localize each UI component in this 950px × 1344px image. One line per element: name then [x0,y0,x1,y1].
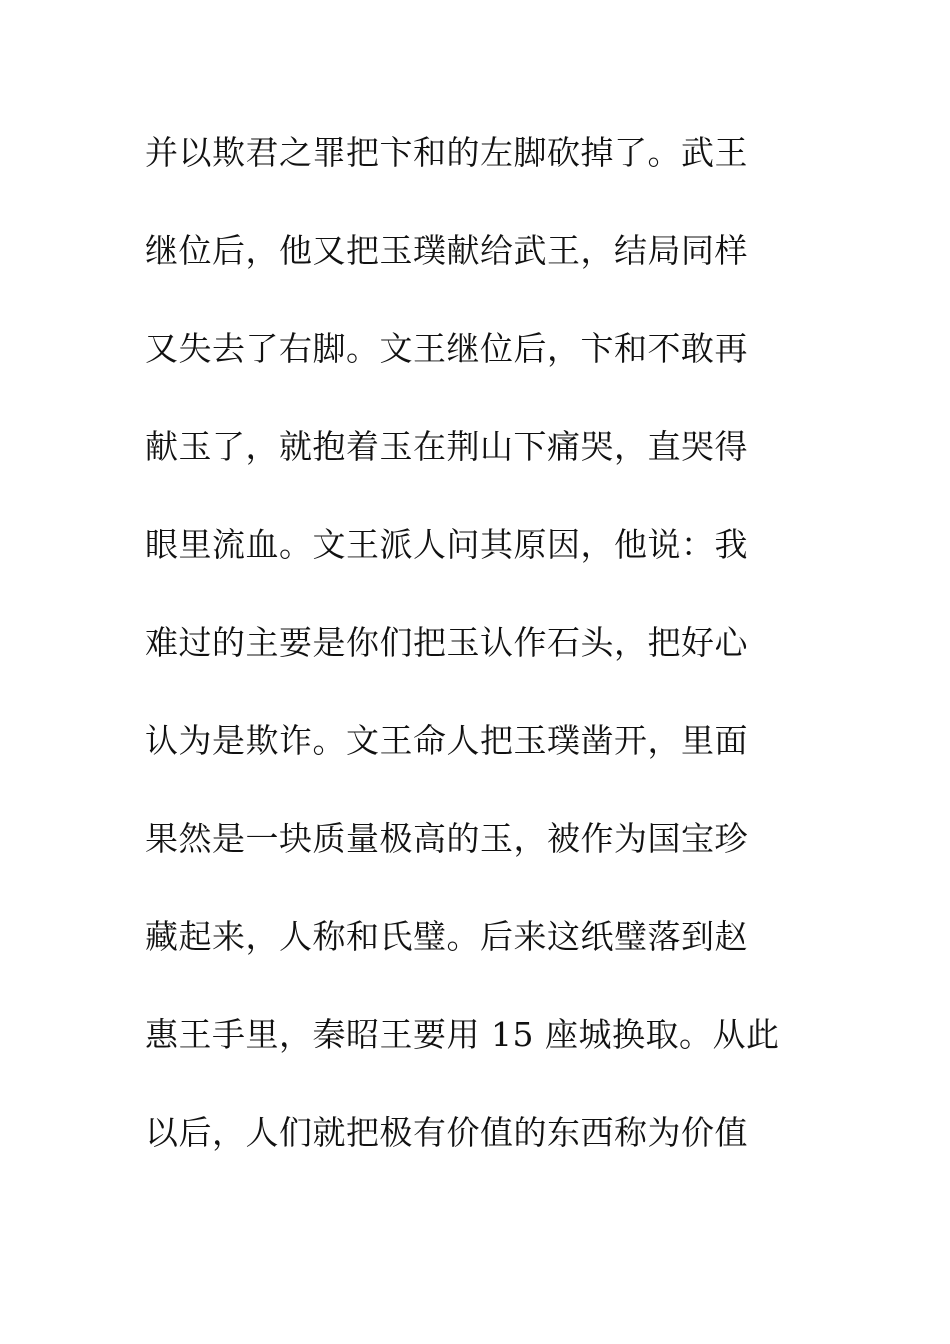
text-line: 并以欺君之罪把卞和的左脚砍掉了。武王 [145,133,748,172]
text-line: 又失去了右脚。文王继位后，卞和不敢再 [145,329,748,368]
text-line: 藏起来，人称和氏璧。后来这纸璧落到赵 [145,917,748,956]
text-line: 继位后，他又把玉璞献给武王，结局同样 [145,231,748,270]
text-line: 果然是一块质量极高的玉，被作为国宝珍 [145,819,748,858]
text-line: 难过的主要是你们把玉认作石头，把好心 [145,623,748,662]
body-text [145,128,825,1206]
text-line: 以后，人们就把极有价值的东西称为价值 [145,1113,748,1152]
text-line: 献玉了，就抱着玉在荆山下痛哭，直哭得 [145,427,748,466]
text-line: 认为是欺诈。文王命人把玉璞凿开，里面 [145,721,748,760]
text-line: 眼里流血。文王派人问其原因，他说：我 [145,525,748,564]
text-line: 惠王手里，秦昭王要用 15 座城换取。从此 [145,1015,780,1054]
